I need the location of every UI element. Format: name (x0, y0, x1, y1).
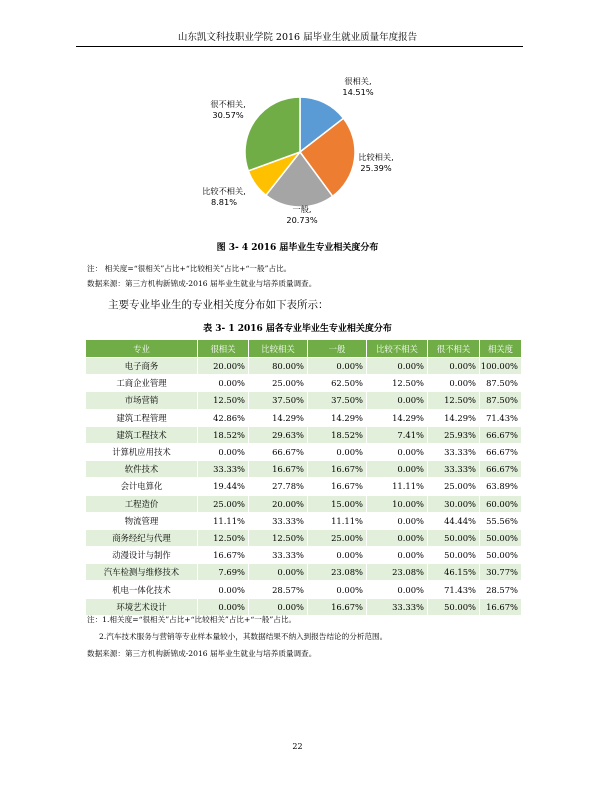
value-cell: 66.67% (249, 443, 308, 460)
value-cell: 18.52% (198, 426, 249, 443)
table-row (86, 512, 522, 529)
value-cell: 71.43% (480, 409, 522, 426)
table-header-cell: 专业 (86, 340, 198, 358)
page-header: 山东凯文科技职业学院 2016 届毕业生就业质量年度报告 (177, 32, 418, 43)
value-cell: 37.50% (249, 392, 308, 409)
table-row (86, 426, 522, 443)
major-name-cell: 软件技术 (86, 461, 198, 478)
value-cell: 50.00% (428, 547, 480, 564)
table-body (86, 358, 522, 616)
major-name-cell: 汽车检测与维修技术 (86, 564, 198, 581)
table-note-1: 注：1.相关度=“很相关”占比+“比较相关”占比+“一般”占比。 (87, 615, 297, 624)
value-cell: 62.50% (308, 375, 367, 392)
value-cell: 19.44% (198, 478, 249, 495)
value-cell: 60.00% (480, 495, 522, 512)
table-row (86, 529, 522, 546)
table-header-cell: 一般 (308, 340, 367, 358)
value-cell: 0.00% (367, 392, 428, 409)
value-cell: 66.67% (480, 426, 522, 443)
value-cell: 16.67% (308, 598, 367, 615)
figure-source: 数据来源：第三方机构新锦成-2016 届毕业生就业与培养质量调查。 (87, 279, 317, 288)
figure-note: 注： 相关度=“很相关”占比+“比较相关”占比+“一般”占比。 (87, 264, 292, 273)
value-cell: 11.11% (367, 478, 428, 495)
value-cell: 50.00% (480, 547, 522, 564)
value-cell: 0.00% (198, 443, 249, 460)
value-cell: 10.00% (367, 495, 428, 512)
value-cell: 12.50% (198, 392, 249, 409)
major-name-cell: 物流管理 (86, 512, 198, 529)
major-name-cell: 计算机应用技术 (86, 443, 198, 460)
table-row (86, 547, 522, 564)
value-cell: 0.00% (198, 581, 249, 598)
value-cell: 25.00% (308, 529, 367, 546)
value-cell: 80.00% (249, 358, 308, 375)
value-cell: 30.77% (480, 564, 522, 581)
table-header-cell: 很相关 (198, 340, 249, 358)
value-cell: 12.50% (198, 529, 249, 546)
value-cell: 30.00% (428, 495, 480, 512)
slice-value-label: 30.57% (212, 110, 244, 120)
value-cell: 23.08% (367, 564, 428, 581)
table-row (86, 392, 522, 409)
value-cell: 33.33% (198, 461, 249, 478)
table-row (86, 564, 522, 581)
table-row (86, 598, 522, 615)
table-header-cell: 相关度 (480, 340, 522, 358)
value-cell: 15.00% (308, 495, 367, 512)
value-cell: 11.11% (198, 512, 249, 529)
major-name-cell: 商务经纪与代理 (86, 529, 198, 546)
slice-category-label: 一般, (292, 204, 312, 214)
body-paragraph: 主要专业毕业生的专业相关度分布如下表所示： (108, 299, 329, 311)
major-name-cell: 电子商务 (86, 358, 198, 375)
table-row (86, 495, 522, 512)
value-cell: 14.29% (367, 409, 428, 426)
value-cell: 16.67% (308, 461, 367, 478)
value-cell: 0.00% (308, 358, 367, 375)
value-cell: 0.00% (367, 547, 428, 564)
figure-caption: 图 3- 4 2016 届毕业生专业相关度分布 (216, 243, 379, 253)
value-cell: 0.00% (308, 581, 367, 598)
value-cell: 0.00% (308, 443, 367, 460)
table-header-cell: 很不相关 (428, 340, 480, 358)
value-cell: 0.00% (198, 375, 249, 392)
value-cell: 50.00% (480, 529, 522, 546)
slice-category-label: 很相关, (344, 76, 372, 86)
value-cell: 71.43% (428, 581, 480, 598)
value-cell: 16.67% (480, 598, 522, 615)
slice-category-label: 比较相关, (358, 152, 394, 162)
value-cell: 55.56% (480, 512, 522, 529)
table-row (86, 478, 522, 495)
value-cell: 0.00% (428, 358, 480, 375)
value-cell: 28.57% (480, 581, 522, 598)
table-row (86, 461, 522, 478)
value-cell: 0.00% (249, 564, 308, 581)
table-row (86, 443, 522, 460)
value-cell: 12.50% (428, 392, 480, 409)
value-cell: 50.00% (428, 529, 480, 546)
value-cell: 12.50% (249, 529, 308, 546)
value-cell: 33.33% (249, 512, 308, 529)
value-cell: 14.29% (308, 409, 367, 426)
value-cell: 42.86% (198, 409, 249, 426)
major-name-cell: 工程造价 (86, 495, 198, 512)
value-cell: 33.33% (367, 598, 428, 615)
value-cell: 16.67% (249, 461, 308, 478)
value-cell: 25.00% (249, 375, 308, 392)
value-cell: 14.29% (249, 409, 308, 426)
relevance-table (85, 339, 522, 616)
major-name-cell: 工商企业管理 (86, 375, 198, 392)
value-cell: 25.00% (428, 478, 480, 495)
value-cell: 66.67% (480, 443, 522, 460)
value-cell: 37.50% (308, 392, 367, 409)
value-cell: 25.93% (428, 426, 480, 443)
value-cell: 27.78% (249, 478, 308, 495)
pie-chart (180, 62, 420, 237)
table-header-cell: 比较不相关 (367, 340, 428, 358)
value-cell: 44.44% (428, 512, 480, 529)
table-source: 数据来源：第三方机构新锦成-2016 届毕业生就业与培养质量调查。 (87, 649, 317, 658)
value-cell: 28.57% (249, 581, 308, 598)
value-cell: 66.67% (480, 461, 522, 478)
major-name-cell: 会计电算化 (86, 478, 198, 495)
value-cell: 20.00% (198, 358, 249, 375)
value-cell: 18.52% (308, 426, 367, 443)
value-cell: 0.00% (308, 547, 367, 564)
table-header-row (86, 340, 522, 358)
value-cell: 0.00% (249, 598, 308, 615)
value-cell: 23.08% (308, 564, 367, 581)
table-row (86, 409, 522, 426)
slice-value-label: 20.73% (286, 215, 318, 225)
value-cell: 0.00% (367, 358, 428, 375)
slice-value-label: 8.81% (210, 197, 238, 207)
value-cell: 12.50% (367, 375, 428, 392)
table-row (86, 358, 522, 375)
value-cell: 14.29% (428, 409, 480, 426)
table-header-cell: 比较相关 (249, 340, 308, 358)
value-cell: 0.00% (367, 529, 428, 546)
value-cell: 33.33% (249, 547, 308, 564)
slice-category-label: 比较不相关, (202, 186, 246, 196)
value-cell: 20.00% (249, 495, 308, 512)
value-cell: 25.00% (198, 495, 249, 512)
value-cell: 0.00% (367, 581, 428, 598)
value-cell: 87.50% (480, 392, 522, 409)
slice-value-label: 25.39% (360, 163, 392, 173)
value-cell: 0.00% (367, 443, 428, 460)
value-cell: 87.50% (480, 375, 522, 392)
value-cell: 7.41% (367, 426, 428, 443)
value-cell: 46.15% (428, 564, 480, 581)
value-cell: 33.33% (428, 461, 480, 478)
table-row (86, 581, 522, 598)
value-cell: 0.00% (428, 375, 480, 392)
value-cell: 50.00% (428, 598, 480, 615)
major-name-cell: 动漫设计与制作 (86, 547, 198, 564)
page-number: 22 (292, 742, 303, 751)
value-cell: 0.00% (367, 461, 428, 478)
major-name-cell: 建筑工程管理 (86, 409, 198, 426)
value-cell: 29.63% (249, 426, 308, 443)
value-cell: 7.69% (198, 564, 249, 581)
major-name-cell: 市场营销 (86, 392, 198, 409)
table-note-2: 2.汽车技术服务与营销等专业样本量较小，其数据结果不纳入到报告结论的分析范围。 (99, 632, 388, 641)
value-cell: 33.33% (428, 443, 480, 460)
value-cell: 100.00% (480, 358, 522, 375)
major-name-cell: 建筑工程技术 (86, 426, 198, 443)
value-cell: 0.00% (367, 512, 428, 529)
value-cell: 16.67% (198, 547, 249, 564)
table-caption: 表 3- 1 2016 届各专业毕业生专业相关度分布 (203, 324, 392, 334)
major-name-cell: 环境艺术设计 (86, 598, 198, 615)
value-cell: 16.67% (308, 478, 367, 495)
value-cell: 11.11% (308, 512, 367, 529)
slice-value-label: 14.51% (342, 87, 374, 97)
slice-category-label: 很不相关, (210, 99, 246, 109)
header-rule (76, 46, 523, 47)
major-name-cell: 机电一体化技术 (86, 581, 198, 598)
value-cell: 0.00% (198, 598, 249, 615)
value-cell: 63.89% (480, 478, 522, 495)
table-row (86, 375, 522, 392)
